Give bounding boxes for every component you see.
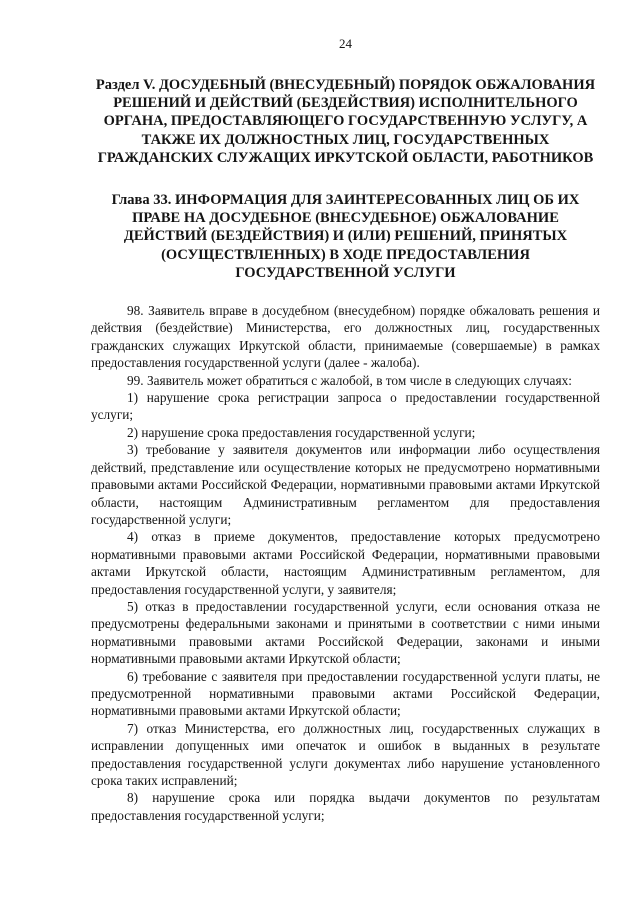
chapter-title: Глава 33. ИНФОРМАЦИЯ ДЛЯ ЗАИНТЕРЕСОВАННЫХ ЛИЦ ОБ ИХ ПРАВЕ НА ДОСУДЕБНОЕ (ВНЕСУДЕБНОЕ) ОБЖАЛОВАНИЕ ДЕЙСТВИЙ (БЕЗДЕЙСТВИЯ) И (ИЛИ) РЕШЕНИЙ, ПРИНЯТЫХ (ОСУЩЕСТВЛЕННЫХ) В ХОДЕ ПРЕДОСТАВЛЕНИЯ ГОСУДАРСТВЕННОЙ УСЛУГИ (111, 192, 580, 281)
list-item-4: 4) отказ в приеме документов, предоставление которых предусмотрено нормативными правовыми актами Российской Федерации, нормативными правовыми актами Иркутской области, настоящим Административным регламентом, для предоставления государственной услуги, у заявителя; (91, 529, 600, 597)
paragraph-98: 98. Заявитель вправе в досудебном (внесудебном) порядке обжаловать решения и действия (бездействие) Министерства, его должностных лиц, государственных гражданских служащих Иркутской области, принимаемые (совершаемые) в рамках предоставления государственной услуги (далее - жалоба). (91, 303, 600, 371)
list-item-1: 1) нарушение срока регистрации запроса о предоставлении государственной услуги; (91, 390, 600, 423)
list-item-7: 7) отказ Министерства, его должностных лиц, государственных служащих в исправлении допущенных ими опечаток и ошибок в выданных в результате предоставления государственной услуги документах либо нарушение установленного срока таких исправлений; (91, 720, 600, 788)
list-item-6: 6) требование с заявителя при предоставлении государственной услуги платы, не предусмотренной нормативными правовыми актами Российской Федерации, нормативными правовыми актами Иркутской области; (91, 668, 600, 719)
document-body (91, 302, 600, 824)
list-item-5: 5) отказ в предоставлении государственной услуги, если основания отказа не предусмотрены федеральными законами и принятыми в соответствии с ними иными нормативными правовыми актами Российской Федерации, законами и иными нормативными правовыми актами Иркутской области; (91, 598, 600, 667)
page-number: 24 (339, 36, 352, 51)
section-title: Раздел V. ДОСУДЕБНЫЙ (ВНЕСУДЕБНЫЙ) ПОРЯДОК ОБЖАЛОВАНИЯ РЕШЕНИЙ И ДЕЙСТВИЙ (БЕЗДЕЙСТВИЯ) ИСПОЛНИТЕЛЬНОГО ОРГАНА, ПРЕДОСТАВЛЯЮЩЕГО ГОСУДАРСТВЕННУЮ УСЛУГУ, А ТАКЖЕ ИХ ДОЛЖНОСТНЫХ ЛИЦ, ГОСУДАРСТВЕННЫХ ГРАЖДАНСКИХ СЛУЖАЩИХ ИРКУТСКОЙ ОБЛАСТИ, РАБОТНИКОВ (95, 77, 596, 166)
list-item-3: 3) требование у заявителя документов или информации либо осуществления действий, представление или осуществление которых не предусмотрено нормативными правовыми актами Российской Федерации, нормативными правовыми актами Иркутской области, настоящим Административным регламентом для предоставления государственной услуги; (91, 442, 600, 527)
list-item-8: 8) нарушение срока или порядка выдачи документов по результатам предоставления государственной услуги; (91, 790, 600, 823)
list-item-2: 2) нарушение срока предоставления государственной услуги; (127, 424, 476, 440)
paragraph-99: 99. Заявитель может обратиться с жалобой, в том числе в следующих случаях: (127, 372, 572, 388)
